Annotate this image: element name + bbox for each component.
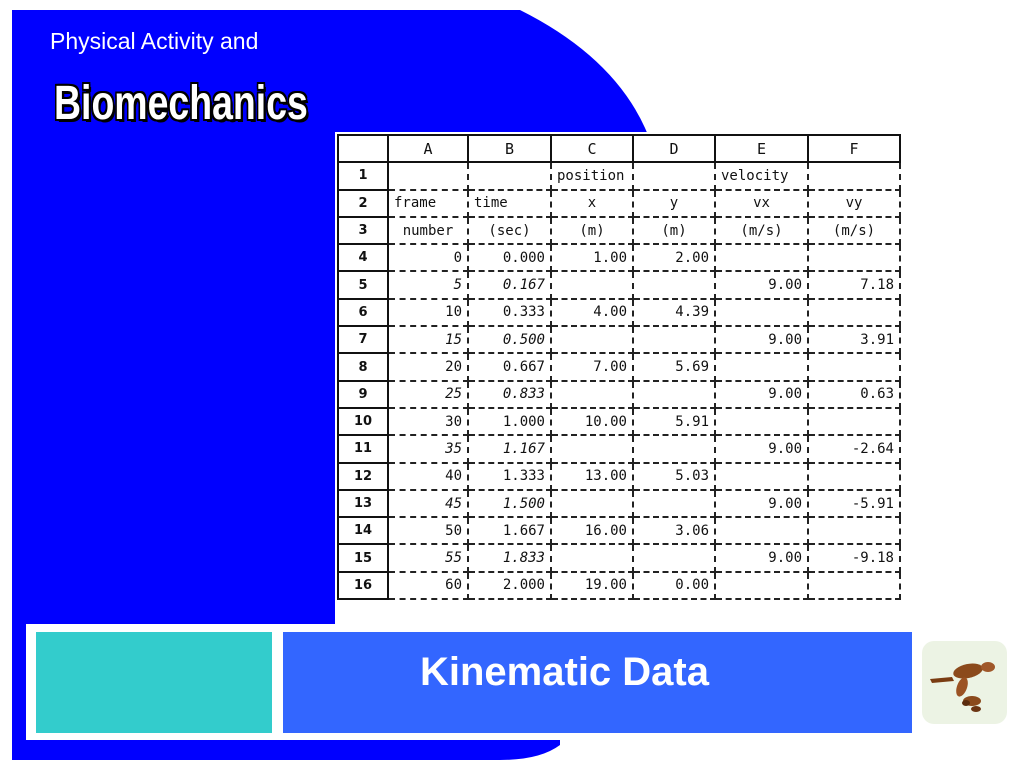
table-cell: 1.667 (468, 517, 551, 544)
row-number: 11 (338, 435, 388, 462)
corner-cell (338, 135, 388, 162)
column-header-b: B (468, 135, 551, 162)
row-number: 7 (338, 326, 388, 353)
table-row (338, 381, 900, 408)
table-cell (715, 244, 808, 271)
column-header-c: C (551, 135, 633, 162)
table-cell (808, 353, 900, 380)
table-cell: 0.00 (633, 572, 715, 599)
table-cell: 9.00 (715, 381, 808, 408)
table-cell: 0.167 (468, 271, 551, 298)
table-cell: 13.00 (551, 463, 633, 490)
table-cell: 0.000 (468, 244, 551, 271)
table-cell (715, 463, 808, 490)
table-row (338, 435, 900, 462)
table-cell: 1.833 (468, 544, 551, 571)
table-cell: 9.00 (715, 490, 808, 517)
table-cell (808, 408, 900, 435)
table-cell: 0.667 (468, 353, 551, 380)
table-cell: 0 (388, 244, 468, 271)
teal-accent-box (36, 632, 272, 733)
table-cell: (m) (633, 217, 715, 244)
table-cell: y (633, 190, 715, 217)
row-number: 8 (338, 353, 388, 380)
table-cell: (m) (551, 217, 633, 244)
table-row (338, 517, 900, 544)
table-cell: 30 (388, 408, 468, 435)
table-cell: 0.500 (468, 326, 551, 353)
table-cell (388, 162, 468, 189)
table-cell (551, 435, 633, 462)
table-cell (808, 572, 900, 599)
table-row (338, 326, 900, 353)
table-cell: 1.333 (468, 463, 551, 490)
table-cell: 0.833 (468, 381, 551, 408)
table-cell: 2.00 (633, 244, 715, 271)
table-cell: number (388, 217, 468, 244)
row-number: 5 (338, 271, 388, 298)
table-row (338, 544, 900, 571)
table-row (338, 408, 900, 435)
table-cell: 35 (388, 435, 468, 462)
table-cell (715, 353, 808, 380)
table-cell: -2.64 (808, 435, 900, 462)
table-cell: 9.00 (715, 544, 808, 571)
table-cell (551, 271, 633, 298)
slide-title: Kinematic Data (420, 650, 709, 694)
table-cell (808, 463, 900, 490)
table-cell (808, 244, 900, 271)
table-row (338, 299, 900, 326)
row-number: 12 (338, 463, 388, 490)
table-cell (633, 326, 715, 353)
spreadsheet-table (337, 134, 901, 600)
mannequin-logo-icon (922, 641, 1007, 724)
table-row (338, 463, 900, 490)
row-number: 15 (338, 544, 388, 571)
table-cell: 1.000 (468, 408, 551, 435)
row-number: 6 (338, 299, 388, 326)
table-cell (808, 517, 900, 544)
table-cell: 15 (388, 326, 468, 353)
table-cell: x (551, 190, 633, 217)
table-row (338, 190, 900, 217)
table-cell: 9.00 (715, 435, 808, 462)
row-number: 2 (338, 190, 388, 217)
table-cell: 9.00 (715, 326, 808, 353)
table-cell: 1.00 (551, 244, 633, 271)
table-cell: 0.333 (468, 299, 551, 326)
table-cell (551, 381, 633, 408)
table-row (338, 572, 900, 599)
mannequin-logo (922, 641, 1007, 724)
table-cell: vy (808, 190, 900, 217)
table-cell: 20 (388, 353, 468, 380)
table-row (338, 271, 900, 298)
table-cell: 9.00 (715, 271, 808, 298)
table-cell: (sec) (468, 217, 551, 244)
row-number: 10 (338, 408, 388, 435)
table-cell: 4.39 (633, 299, 715, 326)
table-cell: 10.00 (551, 408, 633, 435)
table-cell (468, 162, 551, 189)
column-header-e: E (715, 135, 808, 162)
table-cell: 5.03 (633, 463, 715, 490)
table-cell: 2.000 (468, 572, 551, 599)
table-cell: vx (715, 190, 808, 217)
table-cell: -5.91 (808, 490, 900, 517)
table-cell: 5 (388, 271, 468, 298)
column-header-f: F (808, 135, 900, 162)
table-cell: 60 (388, 572, 468, 599)
table-row (338, 217, 900, 244)
table-cell (633, 381, 715, 408)
table-cell (715, 517, 808, 544)
table-cell (633, 271, 715, 298)
row-number: 13 (338, 490, 388, 517)
table-cell: 3.06 (633, 517, 715, 544)
table-cell: 4.00 (551, 299, 633, 326)
table-cell: 55 (388, 544, 468, 571)
table-cell: 5.69 (633, 353, 715, 380)
table-cell (715, 299, 808, 326)
table-cell: (m/s) (808, 217, 900, 244)
table-cell (715, 572, 808, 599)
table-row (338, 162, 900, 189)
table-cell (808, 299, 900, 326)
table-cell: 1.167 (468, 435, 551, 462)
row-number: 4 (338, 244, 388, 271)
spreadsheet-image (335, 132, 901, 626)
table-cell (715, 408, 808, 435)
table-cell: (m/s) (715, 217, 808, 244)
table-cell: -9.18 (808, 544, 900, 571)
table-cell (633, 490, 715, 517)
row-number: 14 (338, 517, 388, 544)
table-cell (633, 544, 715, 571)
table-cell: time (468, 190, 551, 217)
header-subtitle: Physical Activity and (50, 28, 259, 54)
column-header-d: D (633, 135, 715, 162)
row-number: 1 (338, 162, 388, 189)
table-cell (633, 162, 715, 189)
table-cell: 5.91 (633, 408, 715, 435)
table-cell: 1.500 (468, 490, 551, 517)
column-header-row (338, 135, 900, 162)
row-number: 3 (338, 217, 388, 244)
table-cell: frame (388, 190, 468, 217)
table-cell: 7.18 (808, 271, 900, 298)
table-cell: 7.00 (551, 353, 633, 380)
table-cell: 25 (388, 381, 468, 408)
table-cell: 10 (388, 299, 468, 326)
table-cell (633, 435, 715, 462)
table-cell: 40 (388, 463, 468, 490)
row-number: 9 (338, 381, 388, 408)
row-number: 16 (338, 572, 388, 599)
table-cell: 45 (388, 490, 468, 517)
table-cell: velocity (715, 162, 808, 189)
table-cell (551, 490, 633, 517)
table-cell: 16.00 (551, 517, 633, 544)
table-row (338, 353, 900, 380)
table-cell: 0.63 (808, 381, 900, 408)
table-cell: 3.91 (808, 326, 900, 353)
table-row (338, 490, 900, 517)
table-cell (551, 544, 633, 571)
table-cell: 50 (388, 517, 468, 544)
table-cell: position (551, 162, 633, 189)
table-row (338, 244, 900, 271)
table-cell: 19.00 (551, 572, 633, 599)
table-cell (808, 162, 900, 189)
table-cell (551, 326, 633, 353)
column-header-a: A (388, 135, 468, 162)
header-title: Biomechanics (54, 77, 308, 130)
